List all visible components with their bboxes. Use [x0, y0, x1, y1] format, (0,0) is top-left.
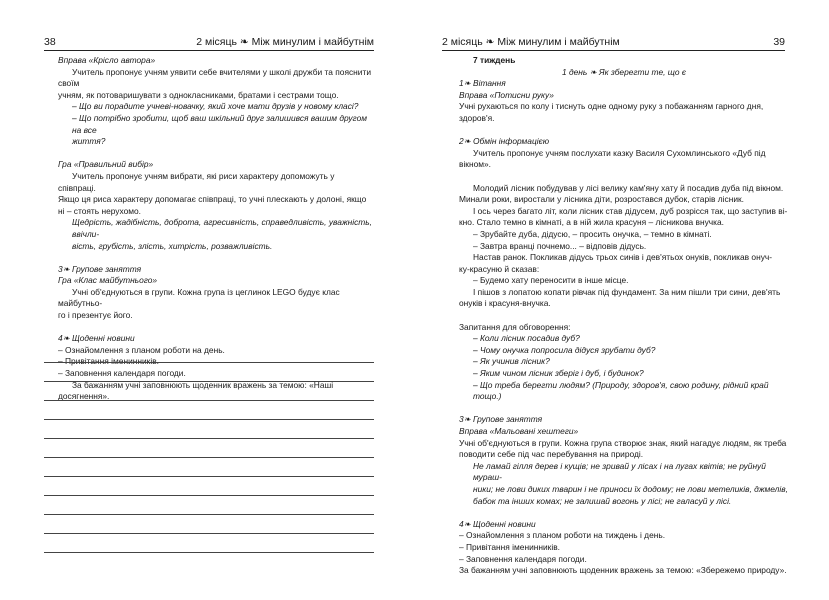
text-line: ку-красуню й сказав: [459, 263, 540, 274]
header-rule-right [442, 50, 785, 51]
section-number: 4❧ [58, 333, 70, 344]
text-line: поводити себе під час перебування на природі. [459, 449, 644, 460]
section-number: 4❧ [459, 518, 471, 529]
paragraph-gap [459, 507, 789, 519]
text-line: – Заповнення календаря погоди. [58, 368, 186, 379]
day-title: 1 день ❧ Як зберегти те, що є [561, 66, 687, 77]
italic-text-line: ники; не лови диких тварин і не приноси їх додому; не лови метеликів, джмелів, [473, 483, 788, 494]
writing-line [44, 363, 374, 382]
italic-text-line: – Що потрібно зробити, щоб ваш шкільний друг залишився вашим другом на все [72, 112, 367, 135]
text-line: Запитання для обговорення: [459, 321, 571, 332]
activity-title: Гра «Клас майбутнього» [58, 275, 158, 286]
text-line: кно. Стало темно в кімнаті, а в ній жила красуня – лісникова внучка. [459, 217, 724, 228]
text-line: – Привітання іменинників. [459, 541, 560, 552]
writing-line [44, 515, 374, 534]
left-page [0, 0, 414, 600]
text-line: Минали роки, виростали у лісника діти, розростався дубок, старів лісник. [459, 194, 744, 205]
section-number: 1❧ [459, 78, 471, 89]
writing-line [44, 439, 374, 458]
text-line: Учитель пропонує учням уявити себе вчителями у школі дружби та пояснити своїм [58, 66, 371, 89]
activity-title: Вправа «Мальовані хештеги» [459, 426, 579, 436]
text-line: – Заповнення календаря погоди. [459, 553, 587, 564]
section-number: 3❧ [58, 263, 70, 274]
section-number: 3❧ [459, 414, 471, 425]
right-page [415, 0, 829, 600]
paragraph-gap [459, 403, 789, 415]
right-page-content [459, 55, 789, 577]
text-line: За бажанням учні заповнюють щоденник вражень за темою: «Наші досягнення». [58, 379, 334, 402]
week-title: 7 тиждень [473, 55, 516, 65]
writing-line [44, 534, 374, 553]
text-line: І пішов з лопатою копати рівчак під фундамент. За ним пішли три сини, дев'ять [473, 286, 781, 297]
section-heading [459, 414, 789, 426]
italic-text-line: – Як учинив лісник? [473, 356, 550, 367]
page-number-left: 38 [44, 36, 56, 48]
italic-text-line: – Чому онучка попросила дідуся зрубати дуб? [473, 344, 656, 355]
text-line: – Привітання іменинників. [58, 356, 159, 367]
paragraph-gap [58, 322, 374, 334]
writing-line [44, 496, 374, 515]
text-line: Учитель пропонує учням вибрати, які риси характеру допоможуть у співпраці. [58, 170, 335, 193]
text-line: – Зрубайте дуба, дідусю, – просить онучка, – темно в кімнаті. [473, 228, 712, 239]
section-title: Обмін інформацією [473, 136, 550, 147]
text-line: – Будемо хату переносити в інше місце. [473, 275, 629, 286]
diary-writing-lines [44, 344, 374, 553]
activity-title: Гра «Правильний вибір» [58, 159, 154, 170]
section-title: Групове заняття [473, 414, 543, 425]
italic-text-line: – Що ви порадите учневі-новачку, який хоче мати друзів у новому класі? [72, 101, 359, 112]
text-line: Учні об'єднуються в групи. Кожна група із цеглинок LEGO будує клас майбутньо- [58, 286, 340, 309]
writing-line [44, 420, 374, 439]
text-line: І ось через багато літ, коли лісник став дідусем, дуб розрісся так, що заступив ві- [473, 205, 788, 216]
section-heading [459, 136, 789, 148]
italic-text-line: – Що треба берегти людям? (Природу, здоров'я, свою родину, рідний край тощо.) [473, 379, 769, 402]
section-heading [58, 264, 374, 276]
italic-text-line: життя? [72, 136, 106, 147]
section-title: Групове заняття [72, 263, 142, 274]
activity-title: Вправа «Потисни руку» [459, 89, 554, 100]
paragraph-gap [459, 310, 789, 322]
section-title: Вітання [473, 78, 506, 89]
text-line: Учні рухаються по колу і тиснуть одне одному руку з побажанням гарного дня, здоров'я. [459, 101, 764, 123]
writing-line [44, 344, 374, 363]
italic-text-line: – Коли лісник посадив дуб? [473, 333, 580, 344]
paragraph-gap [58, 148, 374, 160]
right-page-body [459, 78, 789, 577]
paragraph-gap [459, 125, 789, 137]
text-line: ні – стоять нерухомо. [58, 205, 141, 216]
text-line: – Ознайомлення з планом роботи на тиждень і день. [459, 530, 666, 541]
text-line: Настав ранок. Покликав дідусь трьох синів і дев'ятьох онуків, покликав онуч- [473, 252, 773, 263]
text-line: За бажанням учні заповнюють щоденник вражень за темою: «Збережемо природу». [459, 565, 787, 576]
page-number-right: 39 [773, 36, 785, 48]
section-title: Щоденні новини [473, 518, 536, 529]
text-line: – Завтра вранці почнемо... – відповів дідусь. [473, 240, 647, 251]
text-line: – Ознайомлення з планом роботи на день. [58, 344, 225, 355]
italic-text-line: вість, грубість, злість, хитрість, розважливість. [72, 240, 273, 251]
text-line: учням, як потоваришувати з однокласниками, братами і сестрами тощо. [58, 89, 339, 100]
text-line: Учні об'єднуються в групи. Кожна група створює знак, який нагадує людям, як треба [459, 437, 787, 448]
italic-text-line: – Яким чином лісник зберіг і дуб, і будинок? [473, 368, 644, 379]
writing-line [44, 477, 374, 496]
header-rule-left [44, 50, 374, 51]
running-header-right: 2 місяць ❧ Між минулим і майбутнім [442, 36, 620, 48]
section-heading [459, 519, 789, 531]
writing-line [44, 401, 374, 420]
text-line: Молодий лісник побудував у лісі велику кам'яну хату й посадив дуба під вікном. [473, 182, 784, 193]
writing-line [44, 379, 374, 402]
running-header-left: 2 місяць ❧ Між минулим і майбутнім [196, 36, 374, 48]
section-number: 2❧ [459, 136, 471, 147]
italic-text-line: бабок та інших комах; не залишай вогонь у лісі; не галасуй у лісі. [473, 495, 732, 506]
text-line: Якщо ця риса характеру допомагає співпраці, то учні плескають у долоні, якщо [58, 194, 367, 205]
italic-text-line: Не ламай гілля дерев і кущів; не зривай у лісах і на лугах квітів; не руйнуй мураш- [473, 460, 766, 483]
paragraph-gap [459, 171, 789, 183]
section-heading [459, 78, 789, 90]
text-line: го і презентує його. [58, 310, 133, 321]
writing-line [44, 458, 374, 477]
paragraph-gap [58, 252, 374, 264]
text-line: Учитель пропонує учням послухати казку Василя Сухомлинського «Дуб під вікном». [459, 147, 766, 170]
section-title: Щоденні новини [72, 333, 135, 344]
text-line: онуків і красуня-внучка. [459, 298, 551, 309]
activity-title: Вправа «Крісло автора» [58, 55, 156, 65]
italic-text-line: Щедрість, жадібність, доброта, агресивність, справедливість, уважність, ввічли- [72, 217, 372, 239]
